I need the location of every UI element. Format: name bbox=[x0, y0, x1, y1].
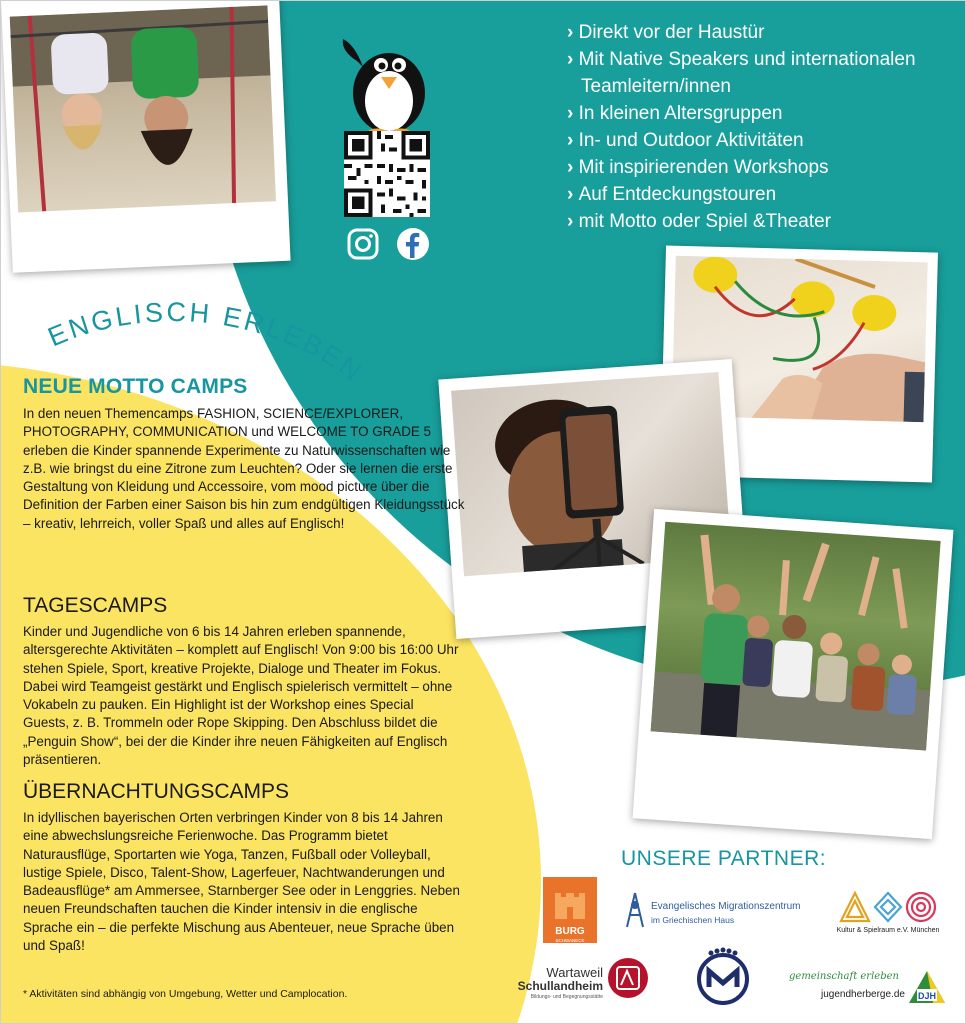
logo-kultur-spielraum[interactable] bbox=[827, 887, 949, 939]
feature-item: › In kleinen Altersgruppen bbox=[567, 100, 959, 127]
logo-wartaweil[interactable] bbox=[509, 953, 649, 1005]
footnote: * Aktivitäten sind abhängig von Umgebung, Wetter und Camplocation. bbox=[23, 988, 348, 1000]
section-motto-camps bbox=[23, 374, 469, 533]
arc-headline-text: ENGLISCH ERLEBEN bbox=[43, 297, 370, 389]
logo-burg-schwaneck[interactable] bbox=[543, 877, 597, 943]
feature-item: › Mit inspirierenden Workshops bbox=[567, 154, 959, 181]
section-title: ÜBERNACHTUNGSCAMPS bbox=[23, 780, 290, 803]
wartaweil-sub: Bildungs- und Begegnungsstätte bbox=[530, 994, 603, 1000]
section-text: Kinder und Jugendliche von 6 bis 14 Jahren erleben spannende, altersgerechte Aktivitäten – komplett auf Englisch! Von 9:00 bis 16:00 Uhr stehen Spiele, Sport, kreative Projekte, Dialoge und Theater im Fokus. Dabei wird Teamgeist gestärkt und Englisch spielerisch vermittelt – ohne Vokabeln zu pauken. Ein Highlight ist der Workshop eines Special Guests, z. B. Trommeln oder Rope Skipping. Den Abschluss bildet die „Penguin Show“, bei der die Kinder ihre neuen Fähigkeiten auf Englisch präsentieren. bbox=[23, 624, 459, 768]
partners-title: UNSERE PARTNER: bbox=[621, 847, 827, 870]
feature-item: › Mit Native Speakers und internationalen Teamleitern/innen bbox=[567, 46, 959, 100]
logo-jugendherberge[interactable] bbox=[783, 967, 947, 1007]
feature-item: › mit Motto oder Spiel &Theater bbox=[567, 208, 959, 235]
burg-name: BURG bbox=[555, 926, 585, 937]
section-title: TAGESCAMPS bbox=[23, 594, 168, 617]
svg-text:DJH: DJH bbox=[917, 991, 937, 1001]
section-title: NEUE MOTTO CAMPS bbox=[23, 375, 248, 398]
logo-montessori[interactable] bbox=[695, 947, 751, 1005]
section-text: In den neuen Themencamps FASHION, SCIENCE/EXPLORER, PHOTOGRAPHY, COMMUNICATION und WELCOME TO GRADE 5 erleben die Kinder spannende Experimente zu Naturwissenschaften wie z.B. wie bringst du eine Zitrone zum Leuchten? Oder sie lernen die erste Gestaltung von Kleidung und Accessoire, vom mood picture über die Definition der Farben einer Saison bis hin zum endgültigen Kleidungsstück – kreativ, lehrreich, voller Spaß und alles auf Englisch! bbox=[23, 406, 465, 531]
logo-ev-migrationszentrum[interactable] bbox=[623, 887, 823, 931]
kultur-name: Kultur & Spielraum e.V. München bbox=[836, 927, 940, 934]
djh-url: jugendherberge.de bbox=[821, 989, 905, 1000]
section-text: In idyllischen bayerischen Orten verbringen Kinder von 8 bis 14 Jahren eine abwechslungsreiche Ferienwoche. Das Programm bietet Naturausflüge, Sportarten wie Yoga, Tanzen, Fußball oder Volleyball, lustige Spiele, Disco, Talent-Show, Lagerfeuer, Nachtwanderungen und Badeausflüge* am Ammersee, Starnberger See oder in Lenggries. Neben neuen Freundschaften tauchen die Kinder intensiv in die englische Sprache ein – die perfekte Mischung aus Abenteuer, neue Sprache üben und Spaß! bbox=[23, 810, 460, 954]
wartaweil-name: Wartaweil bbox=[546, 965, 603, 980]
section-uebernachtungscamps bbox=[23, 779, 463, 955]
feature-item: › Direkt vor der Haustür bbox=[567, 19, 959, 46]
feature-item: › Auf Entdeckungstouren bbox=[567, 181, 959, 208]
section-tagescamps bbox=[23, 593, 463, 769]
djh-slogan: gemeinschaft erleben bbox=[789, 971, 899, 982]
evmig-sub: im Griechischen Haus bbox=[651, 915, 735, 925]
burg-sub: SCHWANECK bbox=[555, 938, 585, 943]
evmig-name: Evangelisches Migrationszentrum bbox=[651, 901, 801, 912]
feature-item: › In- und Outdoor Aktivitäten bbox=[567, 127, 959, 154]
wartaweil-type: Schullandheim bbox=[517, 979, 603, 993]
